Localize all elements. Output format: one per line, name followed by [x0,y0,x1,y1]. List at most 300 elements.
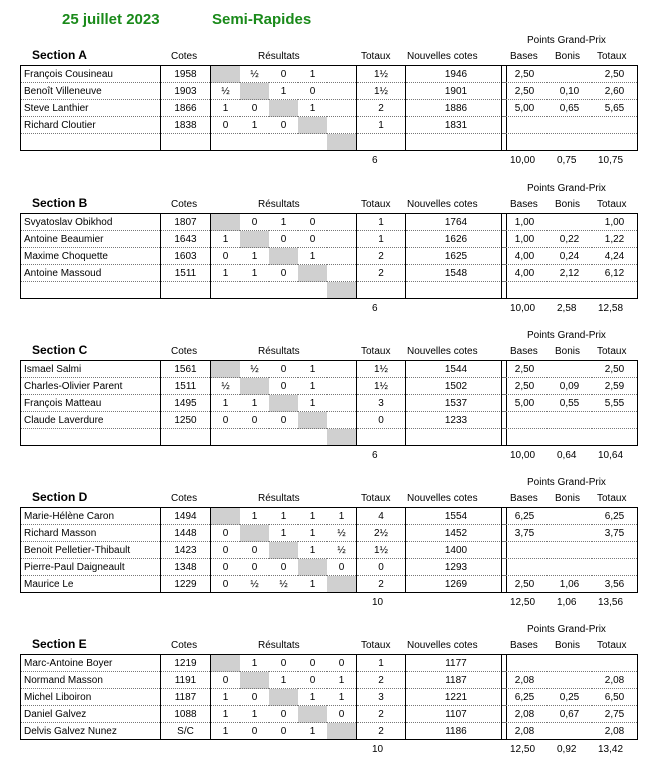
table-row [502,723,638,740]
table-row [502,429,638,446]
gp-bases: 2,50 [502,83,548,100]
gp-totaux [592,117,638,134]
player-total: 1 [357,117,406,134]
result-cell: 1 [240,508,269,525]
result-cell [240,83,269,100]
result-cell: 1 [298,100,327,117]
result-cell [298,412,327,429]
gp-bases [502,559,548,576]
player-new-cote: 1886 [406,100,507,117]
player-name: Marc-Antoine Boyer [21,655,161,672]
player-name: Steve Lanthier [21,100,161,117]
player-new-cote: 1293 [406,559,507,576]
result-cell: 1 [211,689,241,706]
result-cell [269,248,298,265]
result-cell: 0 [269,655,298,672]
sum-total: 10 [372,744,384,755]
result-cell [327,214,357,231]
grand-prix-table [501,507,638,593]
points-grand-prix-header: Points Grand-Prix [527,183,606,194]
cotes-header: Cotes [171,199,198,210]
player-cote: 1511 [161,265,211,282]
cotes-header: Cotes [171,346,198,357]
table-row [502,265,638,282]
table-row [21,265,507,282]
gp-bases [502,134,548,151]
result-cell: 1 [240,706,269,723]
player-total: 2 [357,100,406,117]
result-cell: 0 [269,723,298,740]
gp-totaux: 1,22 [592,231,638,248]
player-cote: 1561 [161,361,211,378]
table-row [502,412,638,429]
player-new-cote: 1554 [406,508,507,525]
cotes-header: Cotes [171,640,198,651]
gp-bases [502,429,548,446]
player-new-cote: 1221 [406,689,507,706]
result-cell: 0 [211,248,241,265]
player-total [357,429,406,446]
result-cell: 1 [211,706,241,723]
result-cell: ½ [211,83,241,100]
table-row [21,508,507,525]
grand-prix-table [501,213,638,299]
totaux-header: Totaux [361,493,391,504]
result-cell: 0 [240,100,269,117]
player-name: Svyatoslav Obikhod [21,214,161,231]
table-row [21,117,507,134]
result-cell: 0 [211,576,241,593]
player-total: 1½ [357,542,406,559]
bases-header: Bases [510,51,538,62]
gp-bases: 4,00 [502,248,548,265]
result-cell: ½ [269,576,298,593]
result-cell: 1 [240,265,269,282]
result-cell [211,214,241,231]
player-new-cote [406,282,507,299]
player-total: 2 [357,706,406,723]
cotes-header: Cotes [171,493,198,504]
grand-prix-table [501,360,638,446]
player-name: Ismael Salmi [21,361,161,378]
result-cell [240,672,269,689]
result-cell: 1 [327,508,357,525]
player-new-cote: 1626 [406,231,507,248]
bonis-header: Bonis [555,51,581,62]
gp-totaux: 6,12 [592,265,638,282]
result-cell: 1 [211,265,241,282]
gp-bonis: 0,25 [547,689,592,706]
table-row [21,134,507,151]
player-new-cote: 1625 [406,248,507,265]
result-cell: 0 [269,378,298,395]
table-row [502,395,638,412]
player-total: 2 [357,248,406,265]
gp-bonis: 0,10 [547,83,592,100]
result-cell: 1 [240,655,269,672]
player-new-cote [406,134,507,151]
result-cell [240,429,269,446]
result-cell: 1 [298,378,327,395]
result-cell: 1 [327,672,357,689]
player-cote: 1494 [161,508,211,525]
result-cell [327,723,357,740]
gp-bonis: 2,12 [547,265,592,282]
table-row [21,655,507,672]
player-new-cote: 1901 [406,83,507,100]
gp-bonis: 0,09 [547,378,592,395]
table-row [502,117,638,134]
totaux-gp-header: Totaux [597,640,627,651]
player-cote: 1643 [161,231,211,248]
result-cell [327,231,357,248]
player-new-cote: 1187 [406,672,507,689]
table-row [21,429,507,446]
result-cell: 1 [298,361,327,378]
player-new-cote: 1502 [406,378,507,395]
bases-header: Bases [510,199,538,210]
result-cell: 0 [240,412,269,429]
gp-totaux: 2,08 [592,672,638,689]
section-c [0,330,645,490]
gp-bases: 1,00 [502,231,548,248]
gp-bases [502,655,548,672]
result-cell [298,559,327,576]
result-cell: 0 [269,412,298,429]
gp-totaux: 3,75 [592,525,638,542]
section-title: Section E [32,637,87,651]
result-cell [327,66,357,83]
result-cell [240,134,269,151]
gp-totaux: 5,55 [592,395,638,412]
table-row [502,378,638,395]
totaux-gp-header: Totaux [597,51,627,62]
result-cell [211,282,241,299]
section-a [0,35,645,195]
gp-totaux [592,559,638,576]
sum-bases: 12,50 [510,597,536,608]
table-row [502,282,638,299]
gp-totaux: 1,00 [592,214,638,231]
player-name: Richard Cloutier [21,117,161,134]
result-cell: 0 [269,117,298,134]
nouvelles-cotes-header: Nouvelles cotes [407,640,478,651]
result-cell: 0 [240,723,269,740]
points-grand-prix-header: Points Grand-Prix [527,35,606,46]
points-grand-prix-header: Points Grand-Prix [527,477,606,488]
totaux-gp-header: Totaux [597,199,627,210]
player-total: 1½ [357,361,406,378]
points-grand-prix-header: Points Grand-Prix [527,624,606,635]
result-cell [269,134,298,151]
result-cell: 1 [298,248,327,265]
table-row [502,231,638,248]
gp-totaux [592,429,638,446]
gp-bonis: 0,55 [547,395,592,412]
nouvelles-cotes-header: Nouvelles cotes [407,199,478,210]
result-cell [327,117,357,134]
result-cell: 1 [298,66,327,83]
gp-bonis [547,429,592,446]
result-cell: 0 [211,559,241,576]
table-row [21,248,507,265]
player-name: François Matteau [21,395,161,412]
sum-bonis: 1,06 [557,597,577,608]
section-title: Section B [32,196,88,210]
table-row [502,576,638,593]
result-cell: 1 [269,525,298,542]
result-cell: 0 [269,66,298,83]
result-cell [269,282,298,299]
nouvelles-cotes-header: Nouvelles cotes [407,346,478,357]
player-cote: 1807 [161,214,211,231]
player-name: Normand Masson [21,672,161,689]
result-cell: 1 [327,689,357,706]
gp-bases [502,542,548,559]
gp-bonis: 0,67 [547,706,592,723]
result-cell: ½ [327,525,357,542]
result-cell [298,134,327,151]
player-cote [161,134,211,151]
player-cote [161,282,211,299]
totaux-header: Totaux [361,346,391,357]
gp-bonis [547,214,592,231]
result-cell: 1 [269,83,298,100]
result-cell: 0 [211,117,241,134]
player-total: 0 [357,559,406,576]
sum-total: 6 [372,450,378,461]
player-name: Charles-Olivier Parent [21,378,161,395]
gp-totaux: 2,08 [592,723,638,740]
gp-totaux: 2,60 [592,83,638,100]
player-cote: 1219 [161,655,211,672]
gp-bases: 2,08 [502,723,548,740]
gp-totaux: 3,56 [592,576,638,593]
result-cell [240,231,269,248]
result-cell [211,66,241,83]
player-new-cote: 1233 [406,412,507,429]
table-row [502,655,638,672]
sum-bonis: 0,75 [557,155,577,166]
table-row [21,395,507,412]
result-cell: 0 [211,542,241,559]
player-cote: 1866 [161,100,211,117]
bonis-header: Bonis [555,199,581,210]
table-row [21,542,507,559]
result-cell: 1 [298,508,327,525]
gp-totaux [592,134,638,151]
gp-bonis [547,134,592,151]
gp-bonis [547,361,592,378]
table-row [502,542,638,559]
result-cell: 0 [211,525,241,542]
gp-bases: 6,25 [502,689,548,706]
resultats-header: Résultats [258,640,300,651]
gp-bases: 2,08 [502,672,548,689]
gp-bases: 1,00 [502,214,548,231]
result-cell: 0 [269,265,298,282]
section-d [0,477,645,637]
player-new-cote: 1186 [406,723,507,740]
result-cell: 0 [269,361,298,378]
player-cote: 1250 [161,412,211,429]
player-new-cote: 1548 [406,265,507,282]
result-cell: 1 [211,100,241,117]
table-row [21,723,507,740]
player-new-cote: 1107 [406,706,507,723]
player-name [21,429,161,446]
grand-prix-table [501,654,638,740]
player-total: 4 [357,508,406,525]
sum-bases: 10,00 [510,303,536,314]
result-cell: 1 [211,231,241,248]
result-cell [240,525,269,542]
result-cell: 1 [298,689,327,706]
results-table [20,213,507,299]
cotes-header: Cotes [171,51,198,62]
resultats-header: Résultats [258,51,300,62]
results-table [20,654,507,740]
totaux-header: Totaux [361,640,391,651]
gp-bonis [547,542,592,559]
table-row [21,361,507,378]
player-name: Claude Laverdure [21,412,161,429]
result-cell: 1 [298,525,327,542]
result-cell: 1 [240,395,269,412]
gp-totaux [592,282,638,299]
player-new-cote: 1537 [406,395,507,412]
result-cell [298,429,327,446]
gp-bases: 5,00 [502,100,548,117]
table-row [21,100,507,117]
table-row [502,689,638,706]
gp-bases: 2,50 [502,378,548,395]
gp-bases: 4,00 [502,265,548,282]
result-cell [269,395,298,412]
player-name: Antoine Beaumier [21,231,161,248]
sum-total: 6 [372,303,378,314]
player-total: 1½ [357,83,406,100]
gp-totaux: 2,50 [592,66,638,83]
gp-totaux: 6,25 [592,508,638,525]
result-cell [327,265,357,282]
table-row [502,66,638,83]
gp-totaux: 4,24 [592,248,638,265]
bases-header: Bases [510,493,538,504]
result-cell: 0 [240,214,269,231]
bonis-header: Bonis [555,346,581,357]
table-row [21,672,507,689]
result-cell [298,282,327,299]
result-cell [298,706,327,723]
sum-total: 10 [372,597,384,608]
sum-totaux: 13,56 [598,597,624,608]
player-new-cote: 1269 [406,576,507,593]
totaux-gp-header: Totaux [597,493,627,504]
totaux-header: Totaux [361,51,391,62]
player-total: 2 [357,723,406,740]
result-cell: 0 [240,542,269,559]
player-total: 2 [357,265,406,282]
table-row [21,525,507,542]
table-row [502,361,638,378]
table-row [21,378,507,395]
gp-totaux: 6,50 [592,689,638,706]
gp-bases: 2,08 [502,706,548,723]
section-title: Section A [32,48,87,62]
resultats-header: Résultats [258,493,300,504]
sum-totaux: 10,75 [598,155,624,166]
result-cell: 0 [298,214,327,231]
result-cell [211,429,241,446]
section-title: Section C [32,343,88,357]
gp-bases: 6,25 [502,508,548,525]
player-name [21,134,161,151]
player-total: 1 [357,231,406,248]
table-row [21,412,507,429]
player-total: 3 [357,395,406,412]
gp-bonis [547,66,592,83]
player-cote: 1603 [161,248,211,265]
result-cell [327,378,357,395]
result-cell [211,508,241,525]
result-cell: 0 [327,655,357,672]
section-b [0,183,645,343]
player-total: 2 [357,576,406,593]
gp-bonis [547,559,592,576]
sum-total: 6 [372,155,378,166]
result-cell [298,265,327,282]
gp-totaux: 2,59 [592,378,638,395]
player-cote: 1191 [161,672,211,689]
player-total: 1 [357,655,406,672]
gp-bonis [547,672,592,689]
gp-bases: 2,50 [502,361,548,378]
player-name: Pierre-Paul Daigneault [21,559,161,576]
bases-header: Bases [510,640,538,651]
result-cell: 1 [298,542,327,559]
result-cell [327,282,357,299]
bonis-header: Bonis [555,493,581,504]
result-cell: 0 [211,672,241,689]
player-total: 1 [357,214,406,231]
player-name: Maurice Le [21,576,161,593]
result-cell [269,429,298,446]
gp-bonis [547,117,592,134]
bonis-header: Bonis [555,640,581,651]
gp-bonis [547,723,592,740]
player-cote: 1229 [161,576,211,593]
sum-bases: 10,00 [510,155,536,166]
results-table [20,507,507,593]
result-cell: 1 [298,576,327,593]
result-cell [298,117,327,134]
gp-bases [502,117,548,134]
gp-totaux [592,655,638,672]
player-cote: 1187 [161,689,211,706]
result-cell: 1 [298,395,327,412]
player-new-cote: 1400 [406,542,507,559]
player-cote: 1423 [161,542,211,559]
player-cote: 1495 [161,395,211,412]
result-cell: 0 [298,655,327,672]
result-cell: 0 [211,412,241,429]
date-title: 25 juillet 2023 [62,11,160,28]
result-cell: 1 [211,723,241,740]
player-name: Benoit Pelletier-Thibault [21,542,161,559]
table-row [21,66,507,83]
result-cell [327,361,357,378]
